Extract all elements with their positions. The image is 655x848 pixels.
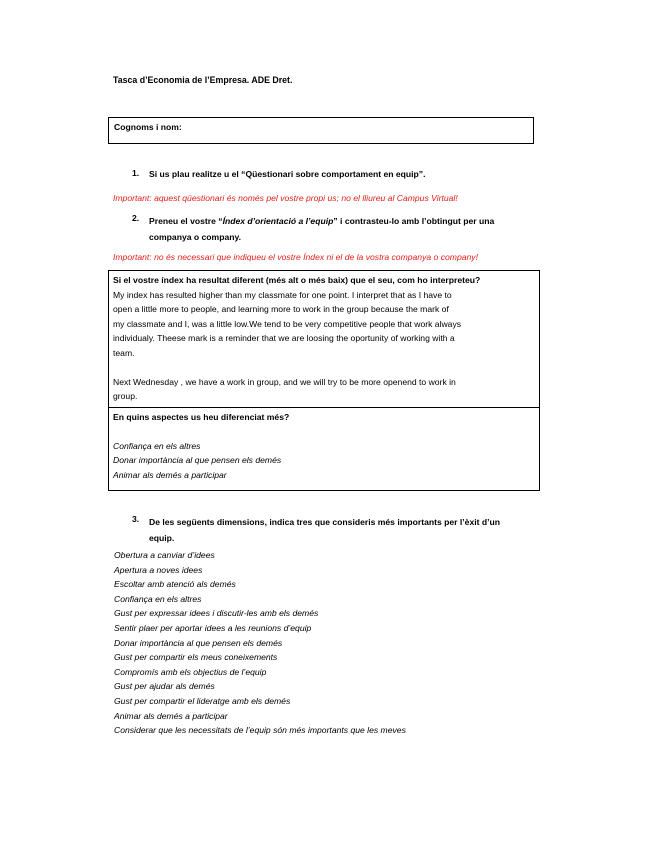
name-field[interactable] bbox=[108, 117, 534, 144]
dimension-item: Considerar que les necessitats de l’equip són més importants que les meves bbox=[114, 725, 406, 736]
answer-line: open a little more to people, and learning more to work in the group because the mark of bbox=[113, 304, 449, 315]
interpretation-answer bbox=[113, 288, 535, 361]
dimension-item: Confiança en els altres bbox=[114, 593, 202, 604]
aspect-item: Confiança en els altres bbox=[113, 440, 201, 451]
question-1-number: 1. bbox=[132, 168, 140, 178]
answer-line: my classmate and I, was a little low.We tend to be very competitive people that work always bbox=[113, 318, 462, 329]
dimension-item: Gust per compartir els meus coneixements bbox=[114, 652, 278, 663]
dimensions-list bbox=[114, 548, 406, 738]
question-3-text-line2: equip. bbox=[149, 533, 175, 543]
answer-line: My index has resulted higher than my classmate for one point. I interpret that as I have to bbox=[113, 289, 452, 300]
question-2-number: 2. bbox=[132, 213, 140, 223]
question-2-text-end: ” i contrasteu-lo amb l’obtingut per una bbox=[333, 216, 495, 226]
answer-line: group. bbox=[113, 391, 138, 402]
question-2-text-italic: Índex d’orientació a l’equip bbox=[222, 216, 334, 226]
follow-up-answer bbox=[113, 375, 535, 404]
dimension-item: Animar als demés a participar bbox=[114, 710, 228, 721]
document-title: Tasca d’Economia de l’Empresa. ADE Dret. bbox=[113, 75, 293, 85]
dimension-item: Donar importància al que pensen els demés bbox=[114, 637, 283, 648]
question-3-number: 3. bbox=[132, 514, 140, 524]
answer-line: individualy. Theese mark is a reminder that we are loosing the oportunity of working with a bbox=[113, 333, 455, 344]
dimension-item: Gust per ajudar als demés bbox=[114, 681, 215, 692]
answer-box bbox=[108, 270, 540, 491]
answer-line: team. bbox=[113, 347, 135, 358]
dimension-item: Apertura a noves idees bbox=[114, 564, 203, 575]
dimension-item: Gust per compartir el lideratge amb els demés bbox=[114, 695, 291, 706]
question-2-text-start: Preneu el vostre “ bbox=[149, 216, 223, 226]
name-field-label: Cognoms i nom: bbox=[114, 122, 182, 132]
differences-question: En quins aspectes us heu diferenciat més? bbox=[113, 412, 290, 422]
aspect-item: Animar als demés a participar bbox=[113, 469, 227, 480]
dimension-item: Gust per expressar idees i discutir-les amb els demés bbox=[114, 608, 319, 619]
question-2-text-line2: companya o company. bbox=[149, 232, 242, 242]
interpretation-question: Si el vostre índex ha resultat diferent (més alt o més baix) que el seu, com ho interpreteu? bbox=[113, 275, 481, 285]
important-note-2: Important: no és necessari que indiqueu el vostre Índex ni el de la vostra companya o company! bbox=[113, 252, 478, 262]
dimension-item: Compromís amb els objectius de l’equip bbox=[114, 666, 267, 677]
dimension-item: Sentir plaer per aportar idees a les reunions d’equip bbox=[114, 622, 312, 633]
differences-section bbox=[109, 408, 539, 484]
question-3-text-line1: De les següents dimensions, indica tres que consideris més importants per l’èxit d’un bbox=[149, 517, 501, 527]
answer-line: Next Wednesday , we have a work in group, and we will try to be more openend to work in bbox=[113, 376, 456, 387]
dimension-item: Obertura a canviar d’idees bbox=[114, 550, 215, 560]
interpretation-section bbox=[109, 271, 539, 407]
aspect-item: Donar importància al que pensen els demés bbox=[113, 455, 282, 466]
important-note-1: Important: aquest qüestionari és només pel vostre propi us; no el lliureu al Campus Virtual! bbox=[113, 193, 458, 203]
dimension-item: Escoltar amb atenció als demés bbox=[114, 579, 236, 590]
question-1-text: Si us plau realitze u el “Qüestionari sobre comportament en equip”. bbox=[149, 169, 426, 179]
